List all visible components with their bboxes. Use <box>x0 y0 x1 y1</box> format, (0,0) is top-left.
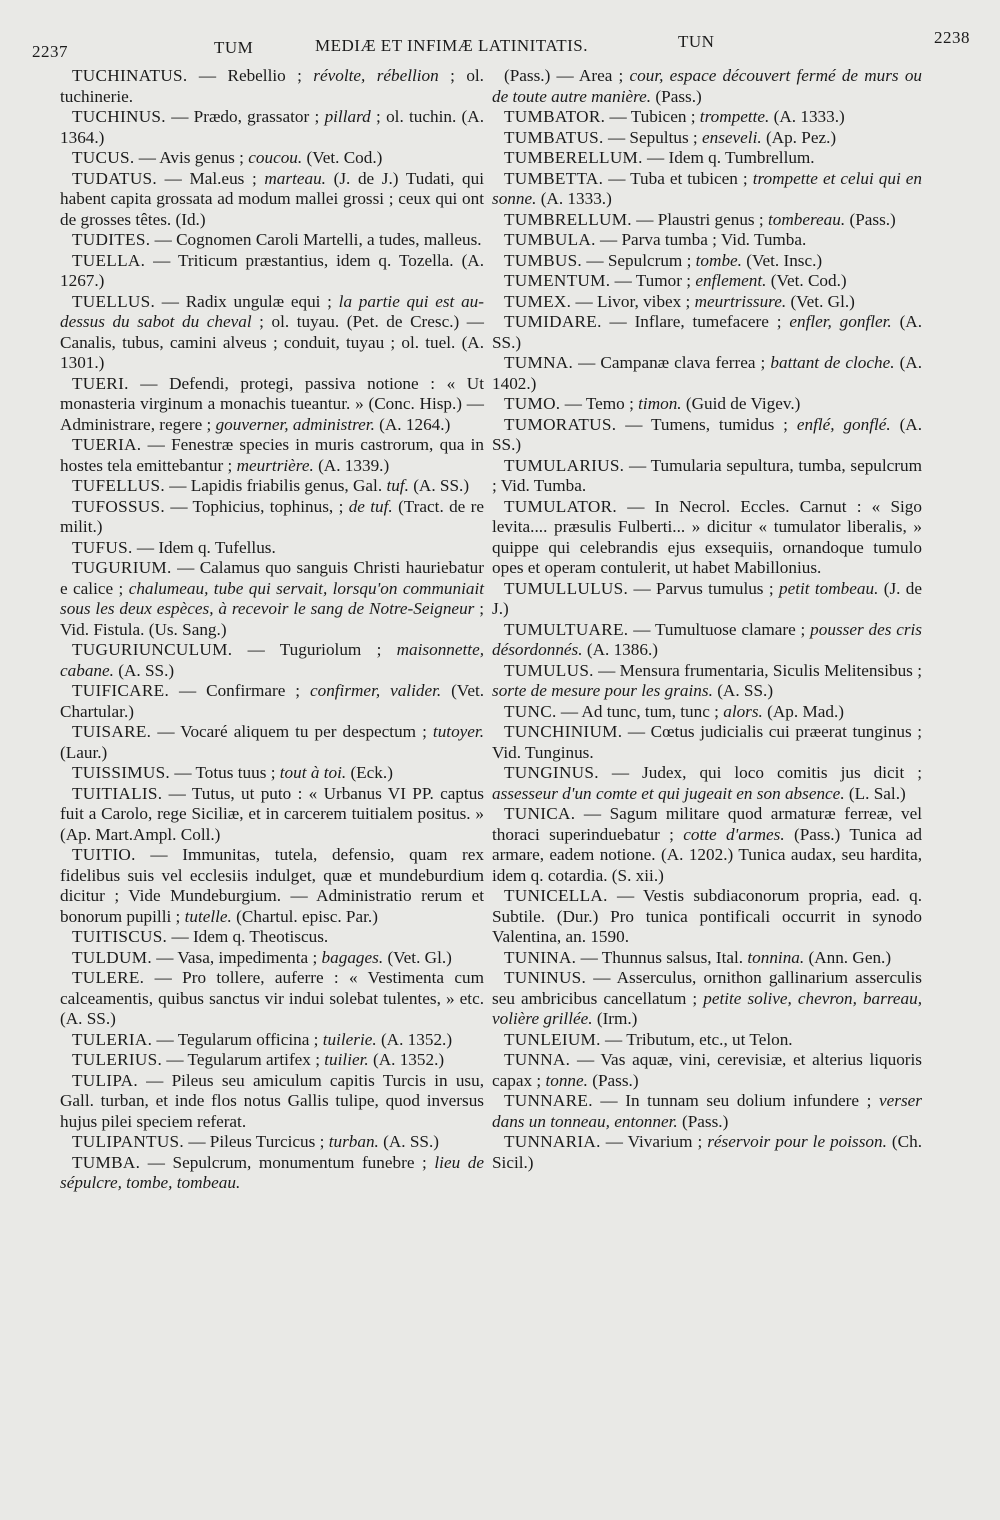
entry-headword: TUERI. <box>72 373 129 393</box>
entry-definition: — Tumens, tumidus ; <box>616 414 797 434</box>
dictionary-entry <box>60 251 484 292</box>
entry-source: (Irm.) <box>592 1009 638 1028</box>
entry-headword: TUISSIMUS. <box>72 763 171 782</box>
entry-headword: TUNGINUS. <box>504 763 599 782</box>
entry-definition: — Vas aquæ, vini, cerevisiæ, et alterius liquoris capax ; <box>492 1050 922 1090</box>
dictionary-entry <box>492 271 922 292</box>
entry-headword: TUMBRELLUM. <box>504 209 632 229</box>
entry-headword: TUMULUS. <box>504 660 594 680</box>
entry-headword: TUMENTUM. <box>504 271 611 290</box>
dictionary-entry <box>60 435 484 476</box>
entry-definition: — Asserculus, ornithon gallinarium asserculis seu ambricibus cancellatum ; <box>492 968 922 1008</box>
entry-translation: pousser des cris désordonnés. <box>492 619 922 659</box>
entry-translation: marteau. <box>264 168 326 188</box>
dictionary-entry <box>492 620 922 661</box>
entry-translation: lieu de sépulcre, tombe, tombeau. <box>60 1152 484 1192</box>
dictionary-entry <box>492 1091 922 1132</box>
entry-translation: cotte d'armes. <box>683 824 785 844</box>
entry-translation: petite solive, chevron, barreau, volière grillée. <box>492 988 922 1028</box>
dictionary-entry <box>60 107 484 148</box>
entry-headword: TUMBULA. <box>504 230 596 249</box>
entry-headword: TUMO. <box>504 394 561 413</box>
dictionary-entry <box>492 66 922 107</box>
entry-source: (A. SS.) <box>378 1132 440 1151</box>
entry-definition: — In Necrol. Eccles. Carnut : « Sigo levita.... præsulis Fulberti... » dicitur « tumulator liberalis, » quippe qui celebrandis ejus exsequiis, ornandoque tumulo opes et operam contulerit, ut habet Mabillonius. <box>492 496 922 577</box>
entry-headword: TUITIALIS. <box>72 783 163 803</box>
entry-source: (A. 1352.) <box>376 1029 453 1049</box>
entry-headword: TUMBATOR. <box>504 107 606 126</box>
entry-translation: gouverner, administrer. <box>215 414 375 434</box>
entry-headword: TULIPA. <box>72 1070 138 1090</box>
entry-headword: TUMULLULUS. <box>504 578 629 598</box>
entry-headword: TUGURIUM. <box>72 558 172 577</box>
entry-source: (Vet. Gl.) <box>383 947 452 967</box>
entry-translation: turban. <box>328 1132 379 1151</box>
entry-source: (Pass.) <box>651 86 702 106</box>
entry-translation: de tuf. <box>348 496 393 516</box>
dictionary-entry <box>492 886 922 948</box>
right-column <box>492 66 922 1173</box>
entry-definition: — Prædo, grassator ; <box>165 107 325 126</box>
entry-translation: tutelle. <box>184 906 232 926</box>
entry-headword: TUMBATUS. <box>504 127 604 147</box>
entry-headword: TUMNA. <box>504 353 574 372</box>
entry-translation: petit tombeau. <box>778 578 879 598</box>
entry-headword: TUMBUS. <box>504 250 583 270</box>
entry-headword: TUMBETTA. <box>504 168 604 188</box>
entry-translation: enfler, gonfler. <box>789 312 892 331</box>
entry-headword: TUNC. <box>504 701 557 721</box>
entry-definition: — Vocaré aliquem tu per despectum ; <box>151 722 433 741</box>
left-running-word: TUM <box>214 38 254 57</box>
entry-source: (A. 1402.) <box>492 353 923 393</box>
entry-translation: sorte de mesure pour les grains. <box>492 681 713 700</box>
entry-headword: TUFOSSUS. <box>72 496 165 516</box>
entry-translation: réservoir pour le poisson. <box>707 1132 887 1151</box>
entry-headword: TUFUS. <box>72 537 133 557</box>
entry-definition: — Pileus seu amiculum capitis Turcis in usu, Gall. turban, et inde flos notus Gallis tulipe, quod inversus hujus pilei speciem referat. <box>60 1070 484 1131</box>
entry-translation: pillard <box>324 107 371 126</box>
entry-definition: — Temo ; <box>560 394 639 413</box>
entry-definition: — Judex, qui loco comitis jus dicit ; <box>598 763 922 782</box>
entry-definition: — Avis genus ; <box>134 148 249 167</box>
entry-translation: tonne. <box>545 1070 588 1090</box>
dictionary-entry <box>492 1050 922 1091</box>
entry-definition: — Pro tollere, auferre : « Vestimenta cum calceamentis, quibus sanctus vir indui solebat tulentes, » etc. (A. SS.) <box>60 968 484 1028</box>
entry-source: (J. de J.) Tudati, qui habent capita grossata ad modum mallei grossi ; ceux qui ont de grosses têtes. (Id.) <box>60 168 484 229</box>
entry-translation: meurtrière. <box>236 455 314 475</box>
dictionary-entry <box>492 128 922 149</box>
entry-headword: TULDUM. <box>72 947 152 967</box>
entry-source: (Vet. Gl.) <box>786 291 855 311</box>
entry-definition: — Sepulcrum ; <box>582 250 696 270</box>
entry-headword: TUMULARIUS. <box>504 455 625 475</box>
dictionary-entry <box>492 394 922 415</box>
entry-translation: tombe. <box>695 250 742 270</box>
entry-source: (A. 1333.) <box>769 107 845 126</box>
dictionary-entry <box>492 169 922 210</box>
dictionary-entry <box>492 292 922 313</box>
entry-definition: — Idem q. Tumbrellum. <box>642 148 815 167</box>
entry-translation: révolte, rébellion <box>313 66 439 85</box>
dictionary-entry <box>60 845 484 927</box>
entry-headword: TUDITES. <box>72 230 151 249</box>
entry-headword: TUERIA. <box>72 435 142 454</box>
dictionary-entry <box>492 251 922 272</box>
entry-definition: — Vasa, impedimenta ; <box>151 947 322 967</box>
dictionary-entry <box>60 948 484 969</box>
entry-translation: la partie qui est au-dessus du sabot du cheval <box>60 291 484 331</box>
entry-definition: — Ad tunc, tum, tunc ; <box>556 701 724 721</box>
entry-definition: — Plaustri genus ; <box>631 209 768 229</box>
entry-source: (Ch. Sicil.) <box>492 1132 922 1172</box>
dictionary-entry <box>492 702 922 723</box>
dictionary-entry <box>60 374 484 436</box>
entry-definition: — Livor, vibex ; <box>571 291 695 311</box>
dictionary-entry <box>492 579 922 620</box>
entry-definition: — In tunnam seu dolium infundere ; <box>592 1091 880 1110</box>
entry-definition: — Pileus Turcicus ; <box>184 1132 329 1151</box>
entry-translation: tonnina. <box>747 947 805 967</box>
entry-translation: maisonnette, cabane. <box>60 640 484 680</box>
entry-headword: TULERIA. <box>72 1029 153 1049</box>
entry-headword: TUITIO. <box>72 845 136 864</box>
entry-definition: — Calamus quo sanguis Christi hauriebatur e calice ; <box>60 558 484 598</box>
dictionary-entry <box>492 210 922 231</box>
dictionary-entry <box>60 968 484 1030</box>
entry-translation: enseveli. <box>702 127 762 147</box>
entry-source: (Ann. Gen.) <box>804 947 892 967</box>
entry-headword: TUNICELLA. <box>504 886 608 905</box>
entry-translation: trompette. <box>699 107 770 126</box>
entry-headword: TUMULTUARE. <box>504 619 629 639</box>
dictionary-entry <box>60 763 484 784</box>
entry-source: (A. SS.) <box>492 414 922 454</box>
entry-source: (Tract. de re milit.) <box>60 496 485 536</box>
entry-definition: — Defendi, protegi, passiva notione : « Ut monasteria virginum a monachis tueantur. » (Conc. Hisp.) — Administrare, regere ; <box>60 373 484 434</box>
entry-headword: TUFELLUS. <box>72 476 165 495</box>
entry-headword: TUELLA. <box>72 250 146 270</box>
dictionary-entry <box>492 415 922 456</box>
left-page-number: 2237 <box>32 42 68 61</box>
dictionary-entry <box>60 640 484 681</box>
entry-headword: TUDATUS. <box>72 168 157 188</box>
entry-definition: — Tubicen ; <box>605 107 700 126</box>
dictionary-entry <box>492 804 922 886</box>
dictionary-entry <box>492 497 922 579</box>
left-column <box>60 66 484 1194</box>
dictionary-entry <box>60 230 484 251</box>
entry-headword: TULERIUS. <box>72 1050 163 1069</box>
dictionary-entry <box>60 292 484 374</box>
page-title: MEDIÆ ET INFIMÆ LATINITATIS. <box>315 36 588 55</box>
entry-definition: — Rebellio ; <box>187 66 314 85</box>
entry-headword: TUNINA. <box>504 947 577 967</box>
dictionary-entry <box>492 353 922 394</box>
entry-translation: chalumeau, tube qui servait, lorsqu'on communiait sous les deux espèces, à recevoir le sang de Notre-Seigneur <box>60 578 484 618</box>
dictionary-entry <box>492 763 922 804</box>
entry-definition: — Idem q. Tufellus. <box>132 537 276 557</box>
entry-definition: — Lapidis friabilis genus, Gal. <box>164 476 387 495</box>
entry-translation: tuilier. <box>324 1050 369 1069</box>
entry-headword: TUNNARE. <box>504 1091 593 1110</box>
entry-source: (Guid de Vigev.) <box>681 394 801 413</box>
dictionary-entry <box>492 1132 922 1173</box>
entry-headword: TUIFICARE. <box>72 681 170 700</box>
entry-source: (Pass.) Tunica ad armare, eadem notione. (A. 1202.) Tunica audax, seu hardita, idem q. cotardia. (S. xii.) <box>492 824 923 885</box>
entry-source: (A. 1339.) <box>313 455 390 475</box>
entry-translation: enflé, gonflé. <box>796 414 891 434</box>
entry-headword: TULIPANTUS. <box>72 1132 185 1151</box>
entry-headword: TUITISCUS. <box>72 927 168 946</box>
entry-definition: — Fenestræ species in muris castrorum, qua in hostes tela emittebantur ; <box>60 435 484 475</box>
entry-definition: — Tutus, ut puto : « Urbanus VI PP. captus fuit a Carolo, rege Siciliæ, et in carcerem tuitialem positus. » (Ap. Mart.Ampl. Coll.) <box>60 783 484 844</box>
entry-source: (A. SS.) <box>408 476 470 495</box>
entry-definition: — Tumultuose clamare ; <box>628 619 811 639</box>
entry-definition: — Tuguriolum ; <box>232 640 397 659</box>
entry-definition: — Mal.eus ; <box>157 168 265 188</box>
entry-translation: assesseur d'un comte et qui jugeait en son absence. <box>492 783 845 803</box>
dictionary-entry <box>60 66 484 107</box>
dictionary-entry <box>60 722 484 763</box>
entry-definition: — Radix ungulæ equi ; <box>155 291 339 311</box>
entry-headword: TUGURIUNCULUM. <box>72 640 233 659</box>
entry-translation: tuilerie. <box>322 1029 377 1049</box>
entry-source: (Vet. Chartular.) <box>60 681 485 721</box>
entry-source: ; ol. tuyau. (Pet. de Cresc.) — Canalis, tubus, camini alveus ; conduit, tuyau ; ol. tuel. (A. 1301.) <box>60 312 484 372</box>
entry-definition: — Tuba et tubicen ; <box>603 168 753 188</box>
entry-source: (Pass.) <box>677 1111 729 1131</box>
entry-translation: confirmer, valider. <box>309 681 442 700</box>
entry-headword: TUMBA. <box>72 1152 141 1172</box>
entry-translation: tombereau. <box>768 209 846 229</box>
entry-translation: meurtrissure. <box>694 291 787 311</box>
entry-translation: tout à toi. <box>279 763 347 782</box>
dictionary-entry <box>492 722 922 763</box>
entry-headword: TUMBERELLUM. <box>504 148 643 167</box>
entry-headword: TUNNARIA. <box>504 1132 601 1151</box>
entry-definition: — Vestis subdiaconorum propria, ead. q. Subtile. (Dur.) Pro tunica pontificali occurrit in synodo Valentina, an. 1590. <box>492 886 922 946</box>
entry-translation: trompette et celui qui en sonne. <box>492 168 922 208</box>
entry-translation: verser dans un tonneau, entonner. <box>492 1091 922 1131</box>
dictionary-entry <box>60 784 484 846</box>
dictionary-entry <box>492 948 922 969</box>
dictionary-entry <box>60 148 484 169</box>
entry-source: (A. SS.) <box>712 681 774 700</box>
entry-definition: — Mensura frumentaria, Siculis Melitensibus ; <box>593 660 922 680</box>
dictionary-entry <box>60 1153 484 1194</box>
entry-headword: TUMIDARE. <box>504 312 602 331</box>
entry-definition: (Pass.) — Area ; <box>504 66 630 85</box>
entry-source: (Pass.) <box>587 1070 639 1090</box>
dictionary-entry <box>60 681 484 722</box>
entry-headword: TULERE. <box>72 968 145 987</box>
entry-source: (A. SS.) <box>492 312 922 352</box>
entry-definition: — Campanæ clava ferrea ; <box>573 353 771 372</box>
entry-definition: — Thunnus salsus, Ital. <box>576 947 748 967</box>
entry-definition: — Idem q. Theotiscus. <box>167 927 329 946</box>
entry-definition: — Cognomen Caroli Martelli, a tudes, malleus. <box>150 230 482 249</box>
dictionary-entry <box>60 538 484 559</box>
entry-definition: — Tumor ; <box>610 271 696 290</box>
dictionary-entry <box>60 927 484 948</box>
entry-headword: TUMULATOR. <box>504 496 617 516</box>
entry-translation: coucou. <box>248 148 303 167</box>
entry-source: (Chartul. episc. Par.) <box>231 906 378 926</box>
right-running-word: TUN <box>678 32 715 51</box>
entry-source: (A. 1264.) <box>374 414 451 434</box>
dictionary-entry <box>492 107 922 128</box>
entry-source: (Vet. Insc.) <box>741 250 823 270</box>
entry-headword: TUMEX. <box>504 291 572 311</box>
dictionary-entry <box>60 1030 484 1051</box>
entry-definition: — Tegularum artifex ; <box>162 1050 325 1069</box>
entry-headword: TUCHINUS. <box>72 107 166 126</box>
entry-definition: — Tributum, etc., ut Telon. <box>600 1029 793 1049</box>
dictionary-entry <box>492 456 922 497</box>
entry-source: (Ap. Mad.) <box>762 701 845 721</box>
entry-translation: bagages. <box>321 947 384 967</box>
right-page-number: 2238 <box>934 28 970 47</box>
dictionary-entry <box>60 1071 484 1133</box>
entry-translation: tuf. <box>386 476 409 495</box>
entry-definition: — Tophicius, tophinus, ; <box>164 496 349 516</box>
entry-source: (A. 1333.) <box>536 189 612 208</box>
entry-definition: — Vivarium ; <box>600 1132 708 1151</box>
entry-headword: TUNICA. <box>504 804 576 823</box>
entry-headword: TUMORATUS. <box>504 414 617 434</box>
running-header <box>28 28 970 64</box>
entry-definition: — Totus tuus ; <box>170 763 280 782</box>
entry-source: (A. 1386.) <box>582 640 658 659</box>
entry-source: (Vet. Cod.) <box>766 271 847 290</box>
entry-source: (Vet. Cod.) <box>302 148 383 167</box>
entry-headword: TUNNA. <box>504 1050 571 1069</box>
dictionary-entry <box>60 476 484 497</box>
entry-headword: TUNCHINIUM. <box>504 722 623 741</box>
dictionary-entry <box>60 558 484 640</box>
dictionary-entry <box>492 230 922 251</box>
entry-headword: TUELLUS. <box>72 291 156 311</box>
entry-translation: battant de cloche. <box>770 353 895 372</box>
entry-headword: TUCHINATUS. <box>72 66 188 85</box>
entry-source: ; ol. tuchinerie. <box>60 66 484 106</box>
entry-definition: — Parvus tumulus ; <box>628 578 779 598</box>
dictionary-entry <box>492 312 922 353</box>
entry-headword: TUCUS. <box>72 148 135 167</box>
entry-definition: — Tumularia sepultura, tumba, sepulcrum ; Vid. Tumba. <box>492 455 922 495</box>
entry-headword: TUNLEIUM. <box>504 1029 601 1049</box>
entry-definition: — Inflare, tumefacere ; <box>601 312 790 331</box>
entry-source: (A. SS.) <box>113 660 175 680</box>
entry-headword: TUNINUS. <box>504 968 587 987</box>
entry-definition: — Sagum militare quod armaturæ ferreæ, vel thoraci superinduebatur ; <box>492 804 922 844</box>
entry-source: (A. 1352.) <box>368 1050 445 1069</box>
dictionary-entry <box>492 968 922 1030</box>
dictionary-entry <box>492 661 922 702</box>
entry-source: (Pass.) <box>845 209 896 229</box>
dictionary-entry <box>60 1050 484 1071</box>
entry-source: (Eck.) <box>346 763 393 782</box>
entry-source: ; ol. tuchin. (A. 1364.) <box>60 107 484 147</box>
entry-translation: timon. <box>638 394 682 413</box>
entry-source: (Ap. Pez.) <box>761 127 837 147</box>
entry-source: (Laur.) <box>60 742 108 762</box>
entry-translation: tutoyer. <box>432 722 484 741</box>
entry-definition: — Sepulcrum, monumentum funebre ; <box>140 1152 435 1172</box>
entry-definition: — Confirmare ; <box>169 681 310 700</box>
entry-definition: — Cœtus judicialis cui præerat tunginus ; Vid. Tunginus. <box>492 722 922 762</box>
entry-source: (J. de J.) <box>492 578 923 618</box>
dictionary-entry <box>60 497 484 538</box>
dictionary-entry <box>60 169 484 231</box>
entry-definition: — Immunitas, tutela, defensio, quam rex fidelibus suis vel ecclesiis indulget, quæ et mundeburdium dicitur ; Vide Mundeburgium. — Administratio rerum et bonorum pupilli ; <box>60 845 484 926</box>
dictionary-entry <box>60 1132 484 1153</box>
entry-translation: alors. <box>723 701 763 721</box>
entry-translation: cour, espace découvert fermé de murs ou de toute autre manière. <box>492 66 923 106</box>
entry-definition: — Sepultus ; <box>603 127 702 147</box>
dictionary-entry <box>492 148 922 169</box>
entry-definition: — Parva tumba ; Vid. Tumba. <box>595 230 807 249</box>
entry-headword: TUISARE. <box>72 722 152 741</box>
entry-translation: enflement. <box>695 271 767 290</box>
entry-definition: — Triticum præstantius, idem q. Tozella. (A. 1267.) <box>60 250 484 290</box>
entry-source: (L. Sal.) <box>844 783 906 803</box>
entry-definition: — Tegularum officina ; <box>152 1029 323 1049</box>
dictionary-entry <box>492 1030 922 1051</box>
entry-source: ; Vid. Fistula. (Us. Sang.) <box>60 599 485 639</box>
